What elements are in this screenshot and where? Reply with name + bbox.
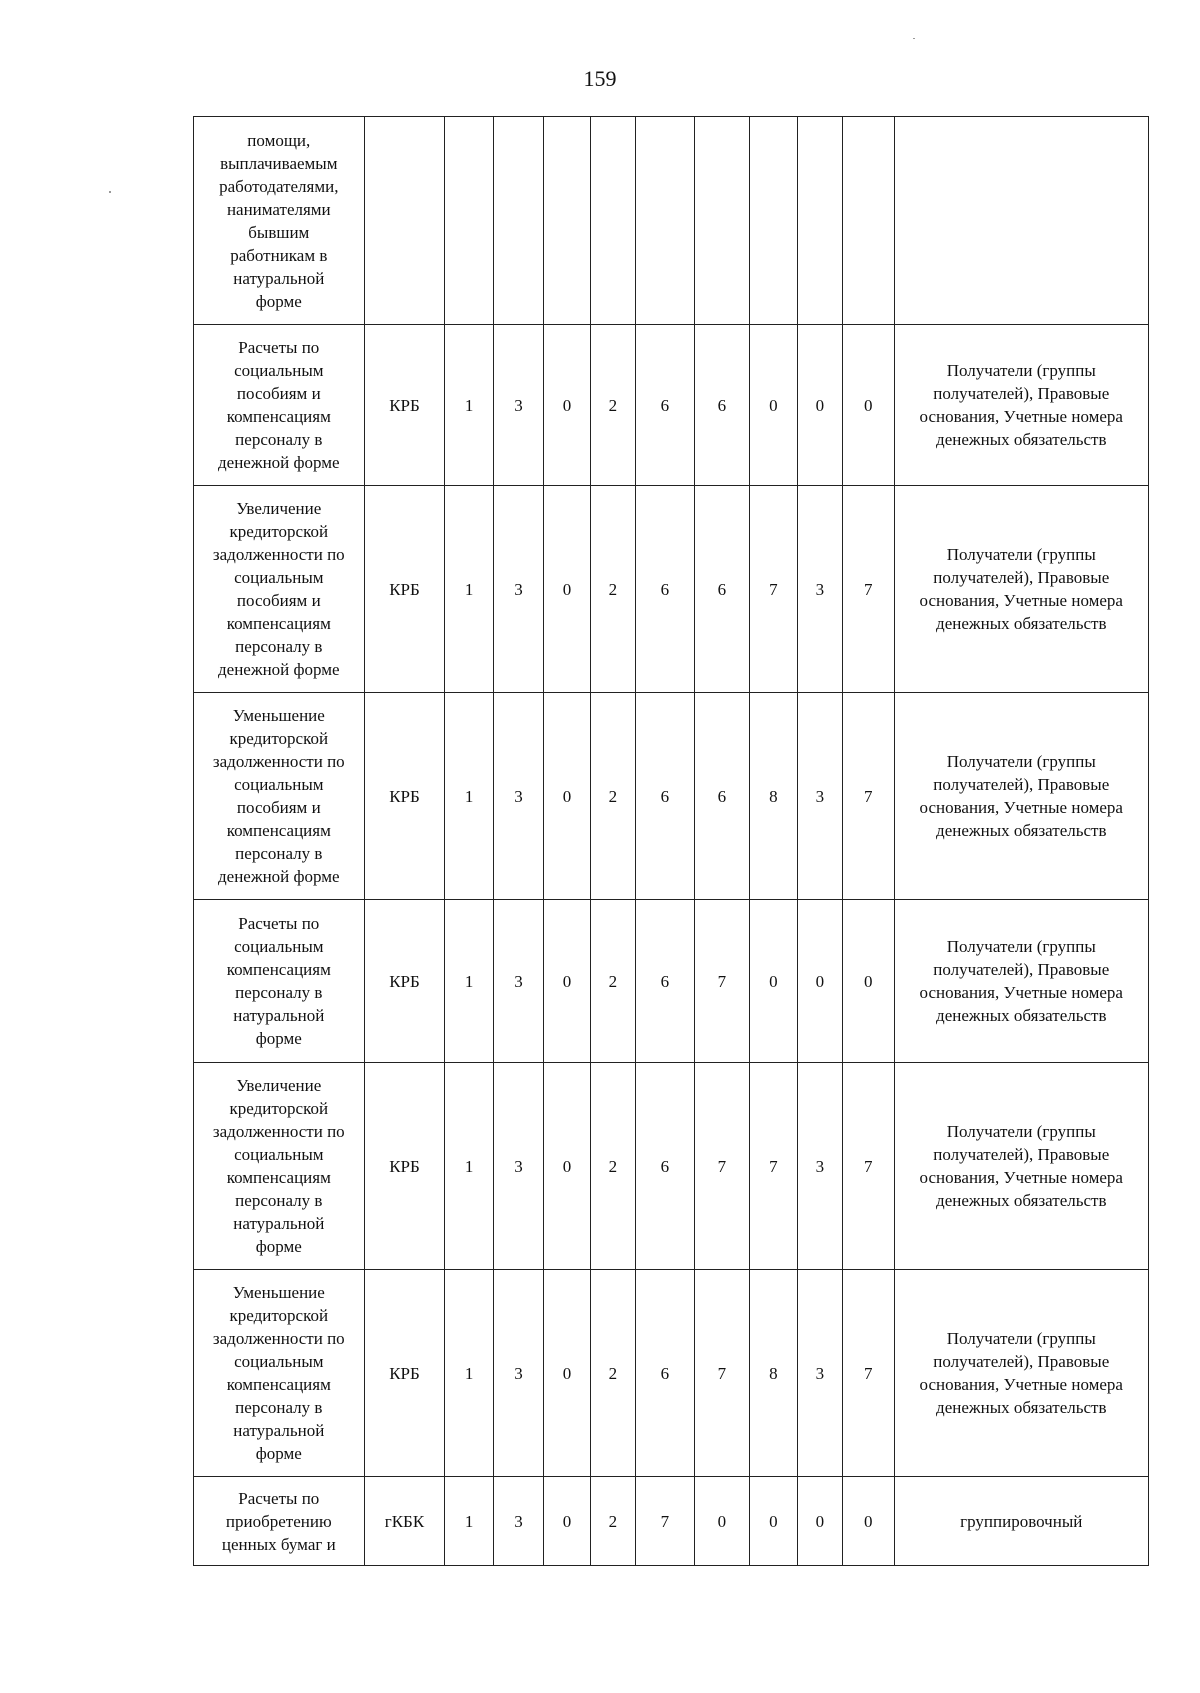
code-digit-cell: 7 [843,1063,894,1270]
code-digit-cell: 7 [750,486,797,693]
code-digit-cell: 7 [694,900,750,1063]
code-digit-cell: 3 [493,1270,543,1477]
code-digit-cell [493,117,543,325]
code-digit-cell: 1 [445,325,493,486]
analytics-note-cell: Получатели (группы получателей), Правовые основания, Учетные номера денежных обязательств [894,1270,1148,1477]
code-digit-cell: 2 [590,486,635,693]
code-digit-cell: 3 [797,1063,842,1270]
type-cell: КРБ [364,1063,445,1270]
code-digit-cell: 2 [590,325,635,486]
code-digit-cell: 6 [636,900,695,1063]
analytics-note-cell: группировочный [894,1477,1148,1566]
scan-dot [913,38,915,39]
table-row [194,117,1149,325]
account-name-cell: Уменьшение кредиторской задолженности по социальным компенсациям персоналу в натуральной форме [194,1270,365,1477]
account-name-cell: Уменьшение кредиторской задолженности по социальным пособиям и компенсациям персоналу в денежной форме [194,693,365,900]
analytics-note-cell: Получатели (группы получателей), Правовые основания, Учетные номера денежных обязательств [894,1063,1148,1270]
table-row [194,325,1149,486]
code-digit-cell: 2 [590,693,635,900]
analytics-note-cell: Получатели (группы получателей), Правовые основания, Учетные номера денежных обязательств [894,325,1148,486]
account-name-cell: Увеличение кредиторской задолженности по социальным пособиям и компенсациям персоналу в денежной форме [194,486,365,693]
code-digit-cell: 7 [694,1270,750,1477]
type-cell [364,117,445,325]
code-digit-cell: 6 [636,693,695,900]
code-digit-cell: 2 [590,900,635,1063]
code-digit-cell: 0 [797,900,842,1063]
code-digit-cell: 0 [544,1270,590,1477]
table-row [194,1477,1149,1566]
code-digit-cell: 7 [636,1477,695,1566]
table-row [194,900,1149,1063]
code-digit-cell: 2 [590,1270,635,1477]
code-digit-cell [636,117,695,325]
code-digit-cell: 0 [843,1477,894,1566]
code-digit-cell: 2 [590,1063,635,1270]
code-digit-cell: 0 [843,325,894,486]
type-cell: КРБ [364,900,445,1063]
code-digit-cell: 3 [493,900,543,1063]
code-digit-cell: 0 [694,1477,750,1566]
code-digit-cell: 6 [694,693,750,900]
account-name-cell: помощи, выплачиваемым работодателями, нанимателями бывшим работникам в натуральной форме [194,117,365,325]
code-digit-cell: 3 [493,693,543,900]
code-digit-cell: 0 [750,325,797,486]
scan-dot [109,191,111,193]
type-cell: КРБ [364,325,445,486]
code-digit-cell [750,117,797,325]
type-cell: КРБ [364,486,445,693]
code-digit-cell: 1 [445,1063,493,1270]
analytics-note-cell: Получатели (группы получателей), Правовые основания, Учетные номера денежных обязательств [894,486,1148,693]
code-digit-cell: 0 [797,1477,842,1566]
code-digit-cell: 1 [445,1270,493,1477]
code-digit-cell: 6 [694,486,750,693]
code-digit-cell: 3 [493,1063,543,1270]
table-body [194,117,1149,1566]
account-name-cell: Расчеты по приобретению ценных бумаг и [194,1477,365,1566]
code-digit-cell: 3 [797,693,842,900]
analytics-note-cell [894,117,1148,325]
code-digit-cell: 0 [544,486,590,693]
code-digit-cell: 0 [750,900,797,1063]
code-digit-cell [590,117,635,325]
code-digit-cell: 0 [544,1477,590,1566]
table-row [194,486,1149,693]
account-name-cell: Расчеты по социальным компенсациям персоналу в натуральной форме [194,900,365,1063]
code-digit-cell [694,117,750,325]
code-digit-cell: 0 [797,325,842,486]
code-digit-cell: 0 [544,900,590,1063]
code-digit-cell: 0 [544,1063,590,1270]
code-digit-cell: 0 [544,325,590,486]
code-digit-cell: 7 [694,1063,750,1270]
code-digit-cell: 6 [636,1063,695,1270]
code-digit-cell: 7 [843,693,894,900]
code-digit-cell: 0 [544,693,590,900]
code-digit-cell: 2 [590,1477,635,1566]
page-number: 159 [583,66,617,91]
analytics-note-cell: Получатели (группы получателей), Правовые основания, Учетные номера денежных обязательств [894,693,1148,900]
table-row [194,693,1149,900]
code-digit-cell: 1 [445,1477,493,1566]
type-cell: гКБК [364,1477,445,1566]
code-digit-cell: 6 [636,486,695,693]
code-digit-cell: 1 [445,693,493,900]
code-digit-cell: 6 [636,325,695,486]
code-digit-cell: 7 [843,1270,894,1477]
code-digit-cell: 6 [636,1270,695,1477]
type-cell: КРБ [364,1270,445,1477]
code-digit-cell: 8 [750,693,797,900]
code-digit-cell [445,117,493,325]
code-digit-cell: 1 [445,486,493,693]
code-digit-cell: 7 [750,1063,797,1270]
code-digit-cell [843,117,894,325]
account-name-cell: Расчеты по социальным пособиям и компенсациям персоналу в денежной форме [194,325,365,486]
type-cell: КРБ [364,693,445,900]
code-digit-cell: 7 [843,486,894,693]
code-digit-cell [797,117,842,325]
code-digit-cell: 3 [797,486,842,693]
code-digit-cell: 6 [694,325,750,486]
code-digit-cell [544,117,590,325]
accounts-table [193,116,1149,1566]
account-name-cell: Увеличение кредиторской задолженности по социальным компенсациям персоналу в натуральной форме [194,1063,365,1270]
code-digit-cell: 0 [843,900,894,1063]
table-row [194,1063,1149,1270]
code-digit-cell: 0 [750,1477,797,1566]
code-digit-cell: 3 [797,1270,842,1477]
code-digit-cell: 3 [493,486,543,693]
code-digit-cell: 3 [493,1477,543,1566]
code-digit-cell: 3 [493,325,543,486]
table-row [194,1270,1149,1477]
code-digit-cell: 1 [445,900,493,1063]
code-digit-cell: 8 [750,1270,797,1477]
analytics-note-cell: Получатели (группы получателей), Правовые основания, Учетные номера денежных обязательств [894,900,1148,1063]
